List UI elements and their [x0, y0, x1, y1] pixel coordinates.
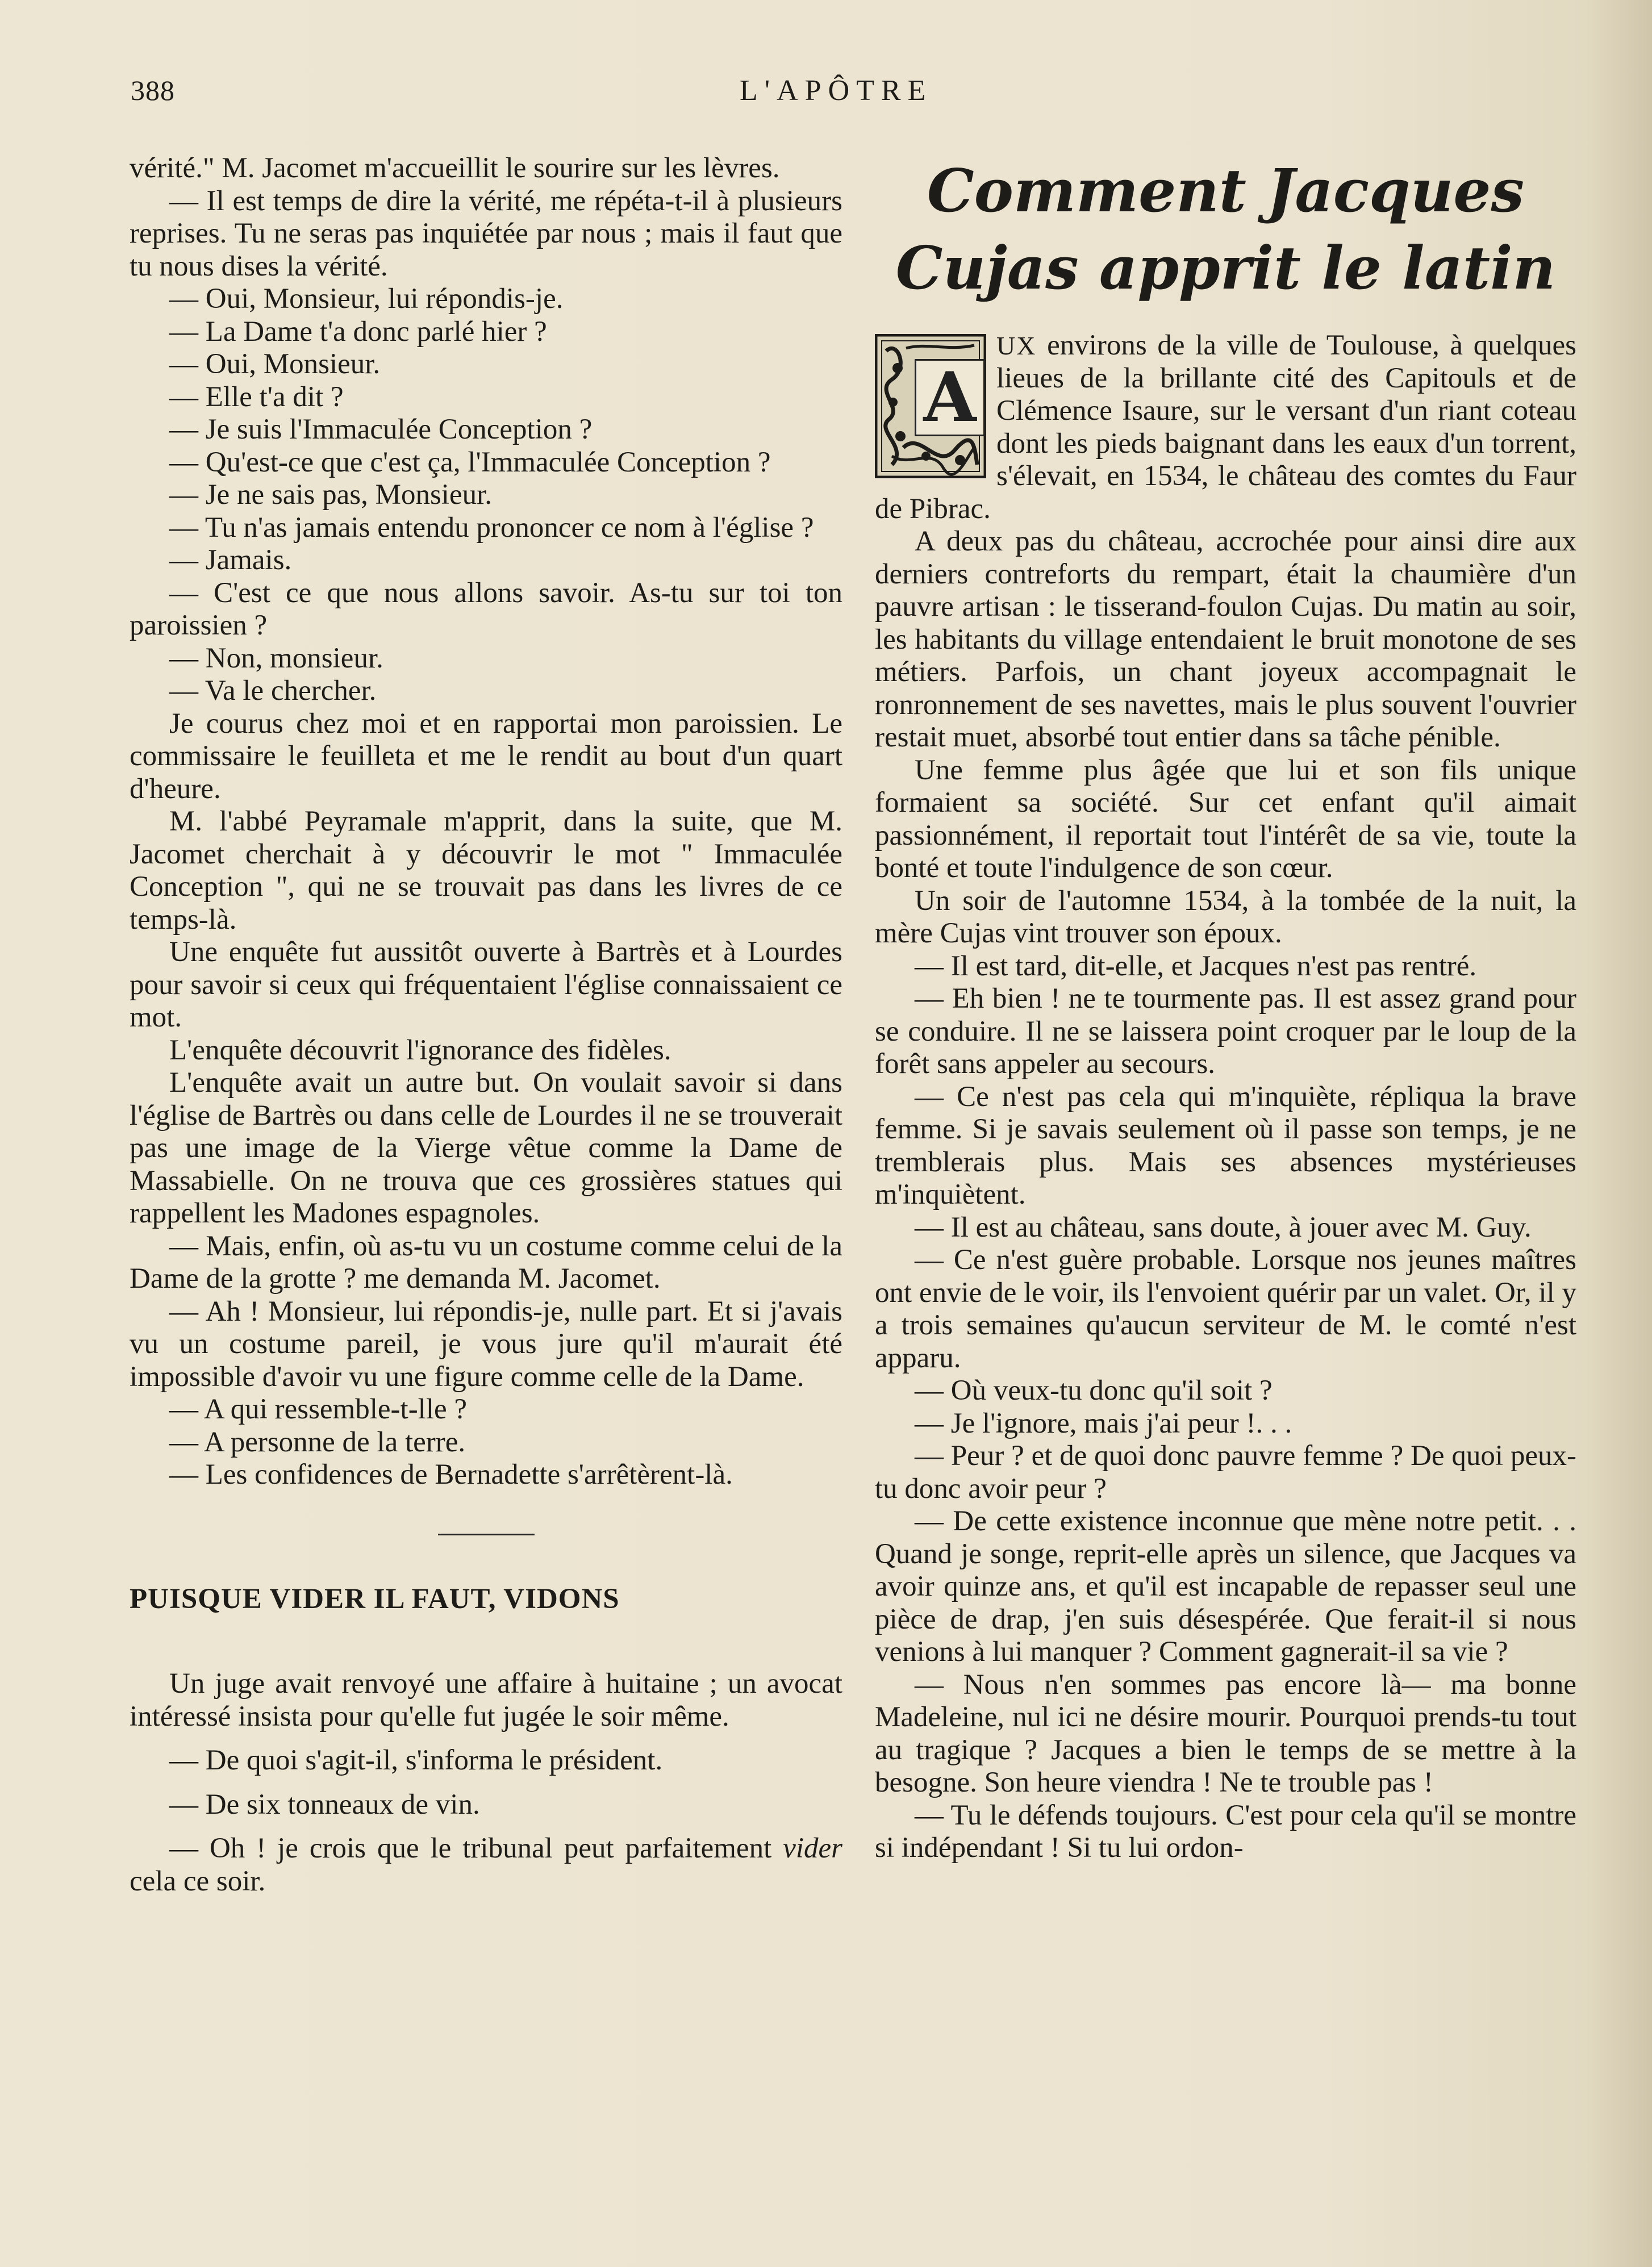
paragraph: — Eh bien ! ne te tourmente pas. Il est assez grand pour se conduire. Il ne se laissera point croquer par le loup de la forêt sans appeler au secours.	[875, 983, 1576, 1080]
paragraph: L'enquête avait un autre but. On voulait savoir si dans l'église de Bartrès ou dans celle de Lourdes il ne se trouverait pas une image de la Vierge vêtue comme la Dame de Massabielle. On ne trouva que ces grossières statues qui rappellent les Madones espagnoles.	[130, 1067, 842, 1229]
paragraph: — Il est tard, dit-elle, et Jacques n'est pas rentré.	[915, 950, 1477, 982]
article-title-line: Cujas apprit le latin	[895, 233, 1556, 303]
paragraph: Une femme plus âgée que lui et son fils unique formaient sa société. Sur cet enfant qu'il aimait passionnément, il reportait tout l'intérêt de sa vie, toute la bonté et toute l'indulgence de son cœur.	[875, 754, 1576, 884]
paragraph: — Qu'est-ce que c'est ça, l'Immaculée Conception ?	[169, 446, 771, 478]
anecdote	[130, 1668, 842, 1898]
paragraph: — Je ne sais pas, Monsieur.	[169, 479, 493, 511]
paragraph: — Je l'ignore, mais j'ai peur !. . .	[915, 1407, 1292, 1439]
paragraph: — Ce n'est pas cela qui m'inquiète, répliqua la brave femme. Si je savais seulement où il passe son temps, je ne tremblerais plus. Mais ses absences mystérieuses m'inquiètent.	[875, 1080, 1576, 1210]
paragraph: — Tu le défends toujours. C'est pour cela qu'il se montre si indépendant ! Si tu lui ordon-	[875, 1799, 1576, 1864]
dropcap-letter: A	[915, 359, 985, 436]
running-head	[131, 74, 970, 119]
paragraph: — La Dame t'a donc parlé hier ?	[169, 315, 547, 348]
paragraph: — A qui ressemble-t-lle ?	[169, 1393, 468, 1425]
paragraph: — Elle t'a dit ?	[169, 381, 344, 413]
italic-word: vider	[783, 1832, 842, 1864]
paragraph: — Nous n'en sommes pas encore là— ma bonne Madeleine, nul ici ne désire mourir. Pourquoi prends-tu tout au tragique ? Jacques a bien le temps de se mettre à la besogne. Son heure viendra ! Ne te trouble pas !	[875, 1668, 1576, 1798]
text-run: cela ce soir.	[130, 1865, 266, 1897]
text-run: — Oh ! je crois que le tribunal peut parfaitement	[169, 1832, 783, 1864]
paragraph: — Jamais.	[169, 544, 292, 576]
paragraph: Un juge avait renvoyé une affaire à huitaine ; un avocat intéressé insista pour qu'elle fut jugée le soir même.	[130, 1668, 842, 1732]
paragraph: — Oui, Monsieur.	[169, 348, 381, 380]
section-divider	[438, 1534, 535, 1535]
dropcap-continuation: UX	[996, 331, 1037, 360]
paragraph: — Oui, Monsieur, lui répondis-je.	[169, 283, 564, 315]
paragraph: — Peur ? et de quoi donc pauvre femme ? De quoi peux-tu donc avoir peur ?	[875, 1440, 1576, 1505]
page-number: 388	[131, 74, 175, 106]
paragraph: vérité." M. Jacomet m'accueillit le sourire sur les lèvres.	[130, 152, 780, 184]
paragraph: — Mais, enfin, où as-tu vu un costume comme celui de la Dame de la grotte ? me demanda M. Jacomet.	[130, 1230, 842, 1295]
paragraph: A deux pas du château, accrochée pour ainsi dire aux derniers contreforts du rempart, était la chaumière d'un pauvre artisan : le tisserand-foulon Cujas. Du matin au soir, les habitants du village entendaient le bruit monotone de ses métiers. Parfois, un chant joyeux accompagnait le ronronnement de ses navettes, mais le plus souvent l'ouvrier restait muet, absorbé tout entier dans sa tâche pénible.	[875, 525, 1576, 753]
right-column	[875, 152, 1576, 1865]
paragraph: — Non, monsieur.	[169, 642, 383, 674]
paragraph: — De quoi s'agit-il, s'informa le président.	[169, 1744, 663, 1776]
paragraph: L'enquête découvrit l'ignorance des fidèles.	[169, 1034, 671, 1066]
paragraph-text: environs de la ville de Toulouse, à quelques lieues de la brillante cité des Capitouls et de Clémence Isaure, sur le versant d'un riant coteau dont les pieds baignant dans les eaux d'un torrent, s'élevait, en 1534, le château des comtes du Faur de Pibrac.	[875, 329, 1576, 525]
paragraph: — De six tonneaux de vin.	[169, 1788, 480, 1821]
paragraph: — Les confidences de Bernadette s'arrêtèrent-là.	[169, 1459, 733, 1491]
section-title: PUISQUE VIDER IL FAUT, VIDONS	[130, 1583, 620, 1615]
paragraph: — Où veux-tu donc qu'il soit ?	[915, 1375, 1273, 1406]
paragraph: — Il est au château, sans doute, à jouer avec M. Guy.	[915, 1211, 1532, 1243]
paragraph: — C'est ce que nous allons savoir. As-tu sur toi ton paroissien ?	[130, 577, 842, 641]
journal-title: L'APÔTRE	[740, 74, 933, 107]
paragraph: — Ce n'est guère probable. Lorsque nos jeunes maîtres ont envie de le voir, ils l'envoient quérir par un valet. Or, il y a trois semaines qu'aucun serviteur de M. le comté n'est apparu.	[875, 1244, 1576, 1374]
paragraph: — Ah ! Monsieur, lui répondis-je, nulle part. Et si j'avais vu un costume pareil, je vous jure qu'il m'aurait été impossible d'avoir vu une figure comme celle de la Dame.	[130, 1295, 842, 1393]
left-column	[130, 152, 842, 1909]
paragraph: Une enquête fut aussitôt ouverte à Bartrès et à Lourdes pour savoir si ceux qui fréquentaient l'église connaissaient ce mot.	[130, 936, 842, 1033]
paragraph: — A personne de la terre.	[169, 1426, 466, 1458]
ornamental-dropcap	[875, 334, 986, 478]
paragraph: Je courus chez moi et en rapportai mon paroissien. Le commissaire le feuilleta et me le rendit au bout d'un quart d'heure.	[130, 707, 842, 805]
paragraph: — Va le chercher.	[169, 675, 377, 707]
article-title-line: Comment Jacques	[927, 156, 1525, 226]
paragraph: — De cette existence inconnue que mène notre petit. . . Quand je songe, reprit-elle après un silence, que Jacques va avoir quinze ans, et qu'il est incapable de repasser seul une pièce de drap, j'en suis désespérée. Que ferait-il si nous venions à lui manquer ? Comment gagnerait-il sa vie ?	[875, 1505, 1576, 1668]
paragraph: — Il est temps de dire la vérité, me répéta-t-il à plusieurs reprises. Tu ne seras pas inquiétée par nous ; mais il faut que tu nous dises la vérité.	[130, 185, 842, 282]
paragraph	[130, 1832, 842, 1898]
paragraph: Un soir de l'automne 1534, à la tombée de la nuit, la mère Cujas vint trouver son époux.	[875, 884, 1576, 949]
paragraph: — Je suis l'Immaculée Conception ?	[169, 414, 593, 445]
paragraph: — Tu n'as jamais entendu prononcer ce nom à l'église ?	[169, 511, 814, 544]
paragraph: M. l'abbé Peyramale m'apprit, dans la suite, que M. Jacomet cherchait à y découvrir le mot " Immaculée Conception ", qui ne se trouvait pas dans les livres de ce temps-là.	[130, 805, 842, 936]
article-title	[875, 152, 1576, 307]
first-paragraph	[875, 329, 1576, 525]
